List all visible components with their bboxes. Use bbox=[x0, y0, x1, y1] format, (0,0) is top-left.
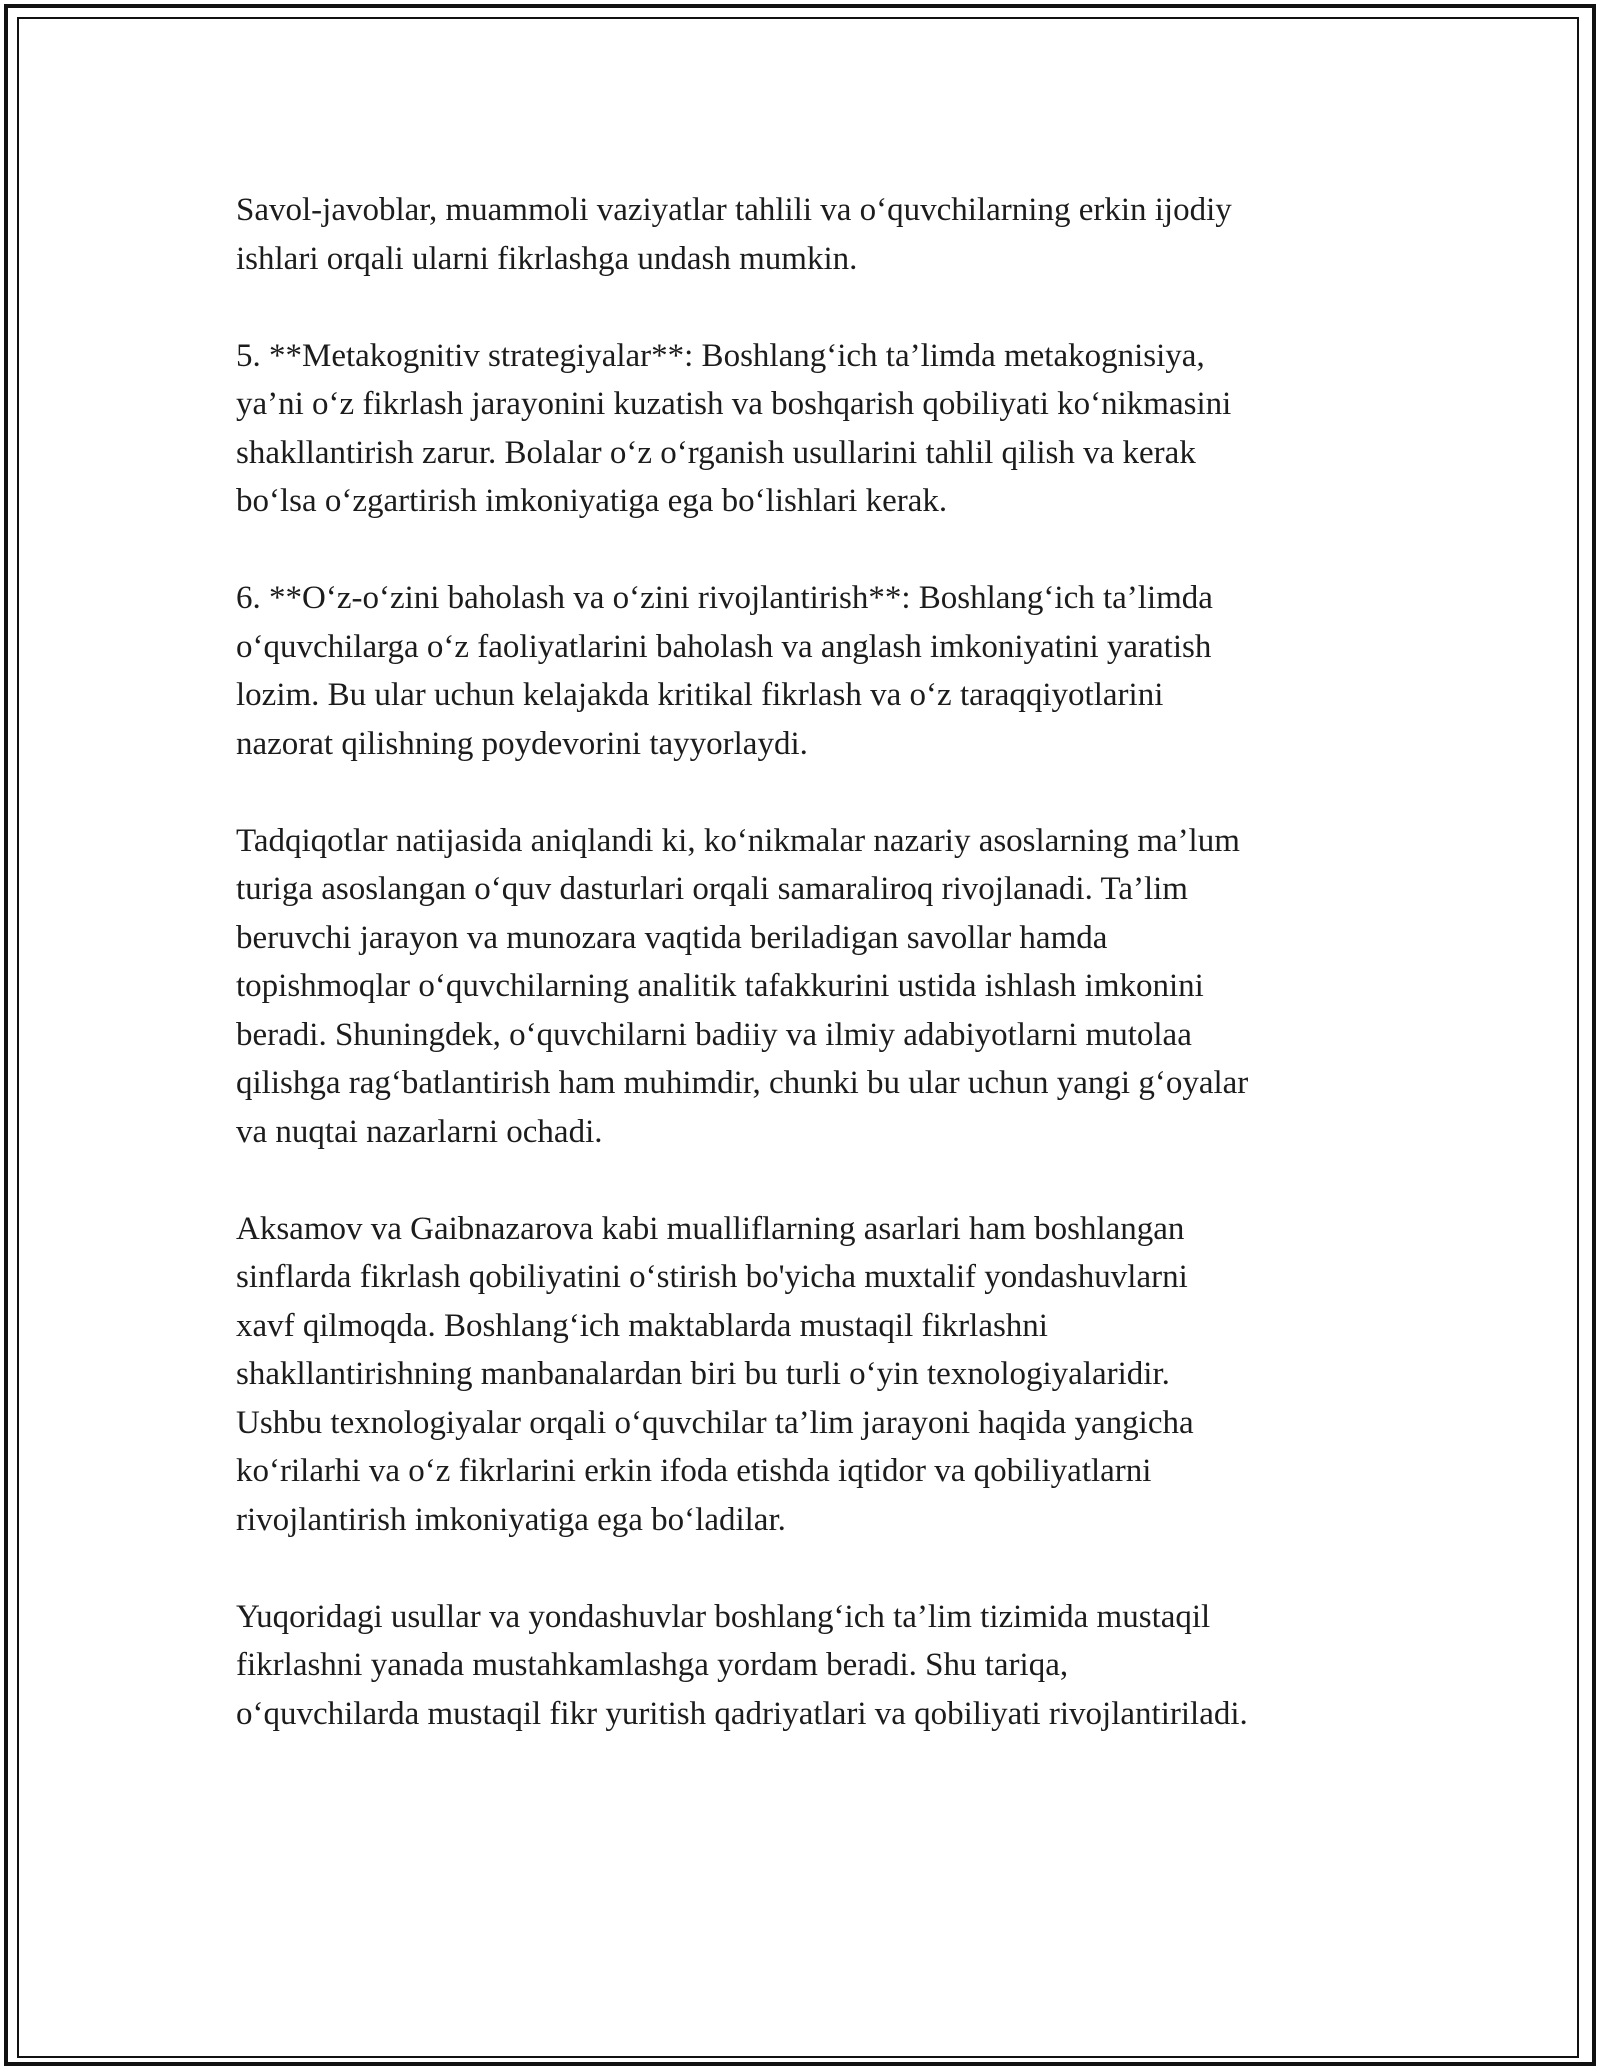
paragraph-metacognitive-strategies: 5. **Metakognitiv strategiyalar**: Boshlangʻich ta’limda metakognisiya, ya’ni oʻz fikrlash jarayonini kuzatish va boshqarish qobiliyati koʻnikmasini shakllantirish zarur. Bolalar oʻz oʻrganish usullarini tahlil qilish va kerak boʻlsa oʻzgartirish imkoniyatiga ega boʻlishlari kerak. bbox=[236, 337, 1232, 519]
paragraph-authors-approaches: Aksamov va Gaibnazarova kabi mualliflarning asarlari ham boshlangan sinflarda fikrlash qobiliyatini oʻstirish bo'yicha muxtalif yondashuvlarni xavf qilmoqda. Boshlangʻich maktablarda mustaqil fikrlashni shakllantirishning manbanalardan biri bu turli oʻyin texnologiyalaridir. Ushbu texnologiyalar orqali oʻquvchilar ta’lim jarayoni haqida yangicha koʻrilarhi va oʻz fikrlarini erkin ifoda etishda iqtidor va qobiliyatlarni rivojlantirish imkoniyatiga ega boʻladilar. bbox=[236, 1210, 1194, 1538]
paragraph-questions: Savol-javoblar, muammoli vaziyatlar tahlili va oʻquvchilarning erkin ijodiy ishlari orqali ularni fikrlashga undash mumkin. bbox=[236, 192, 1232, 277]
paragraph-conclusion: Yuqoridagi usullar va yondashuvlar boshlangʻich ta’lim tizimida mustaqil fikrlashni yanada mustahkamlashga yordam beradi. Shu tariqa, oʻquvchilarda mustaqil fikr yuritish qadriyatlari va qobiliyati rivojlantiriladi. bbox=[236, 1598, 1248, 1732]
document-body bbox=[236, 186, 1386, 1787]
paragraph-research-findings: Tadqiqotlar natijasida aniqlandi ki, koʻnikmalar nazariy asoslarning ma’lum turiga asoslangan oʻquv dasturlari orqali samaraliroq rivojlanadi. Ta’lim beruvchi jarayon va munozara vaqtida beriladigan savollar hamda topishmoqlar oʻquvchilarning analitik tafakkurini ustida ishlash imkonini beradi. Shuningdek, oʻquvchilarni badiiy va ilmiy adabiyotlarni mutolaa qilishga ragʻbatlantirish ham muhimdir, chunki bu ular uchun yangi gʻoyalar va nuqtai nazarlarni ochadi. bbox=[236, 822, 1249, 1150]
paragraph-self-assessment: 6. **Oʻz-oʻzini baholash va oʻzini rivojlantirish**: Boshlangʻich ta’limda oʻquvchilarga oʻz faoliyatlarini baholash va anglash imkoniyatini yaratish lozim. Bu ular uchun kelajakda kritikal fikrlash va oʻz taraqqiyotlarini nazorat qilishning poydevorini tayyorlaydi. bbox=[236, 580, 1213, 762]
